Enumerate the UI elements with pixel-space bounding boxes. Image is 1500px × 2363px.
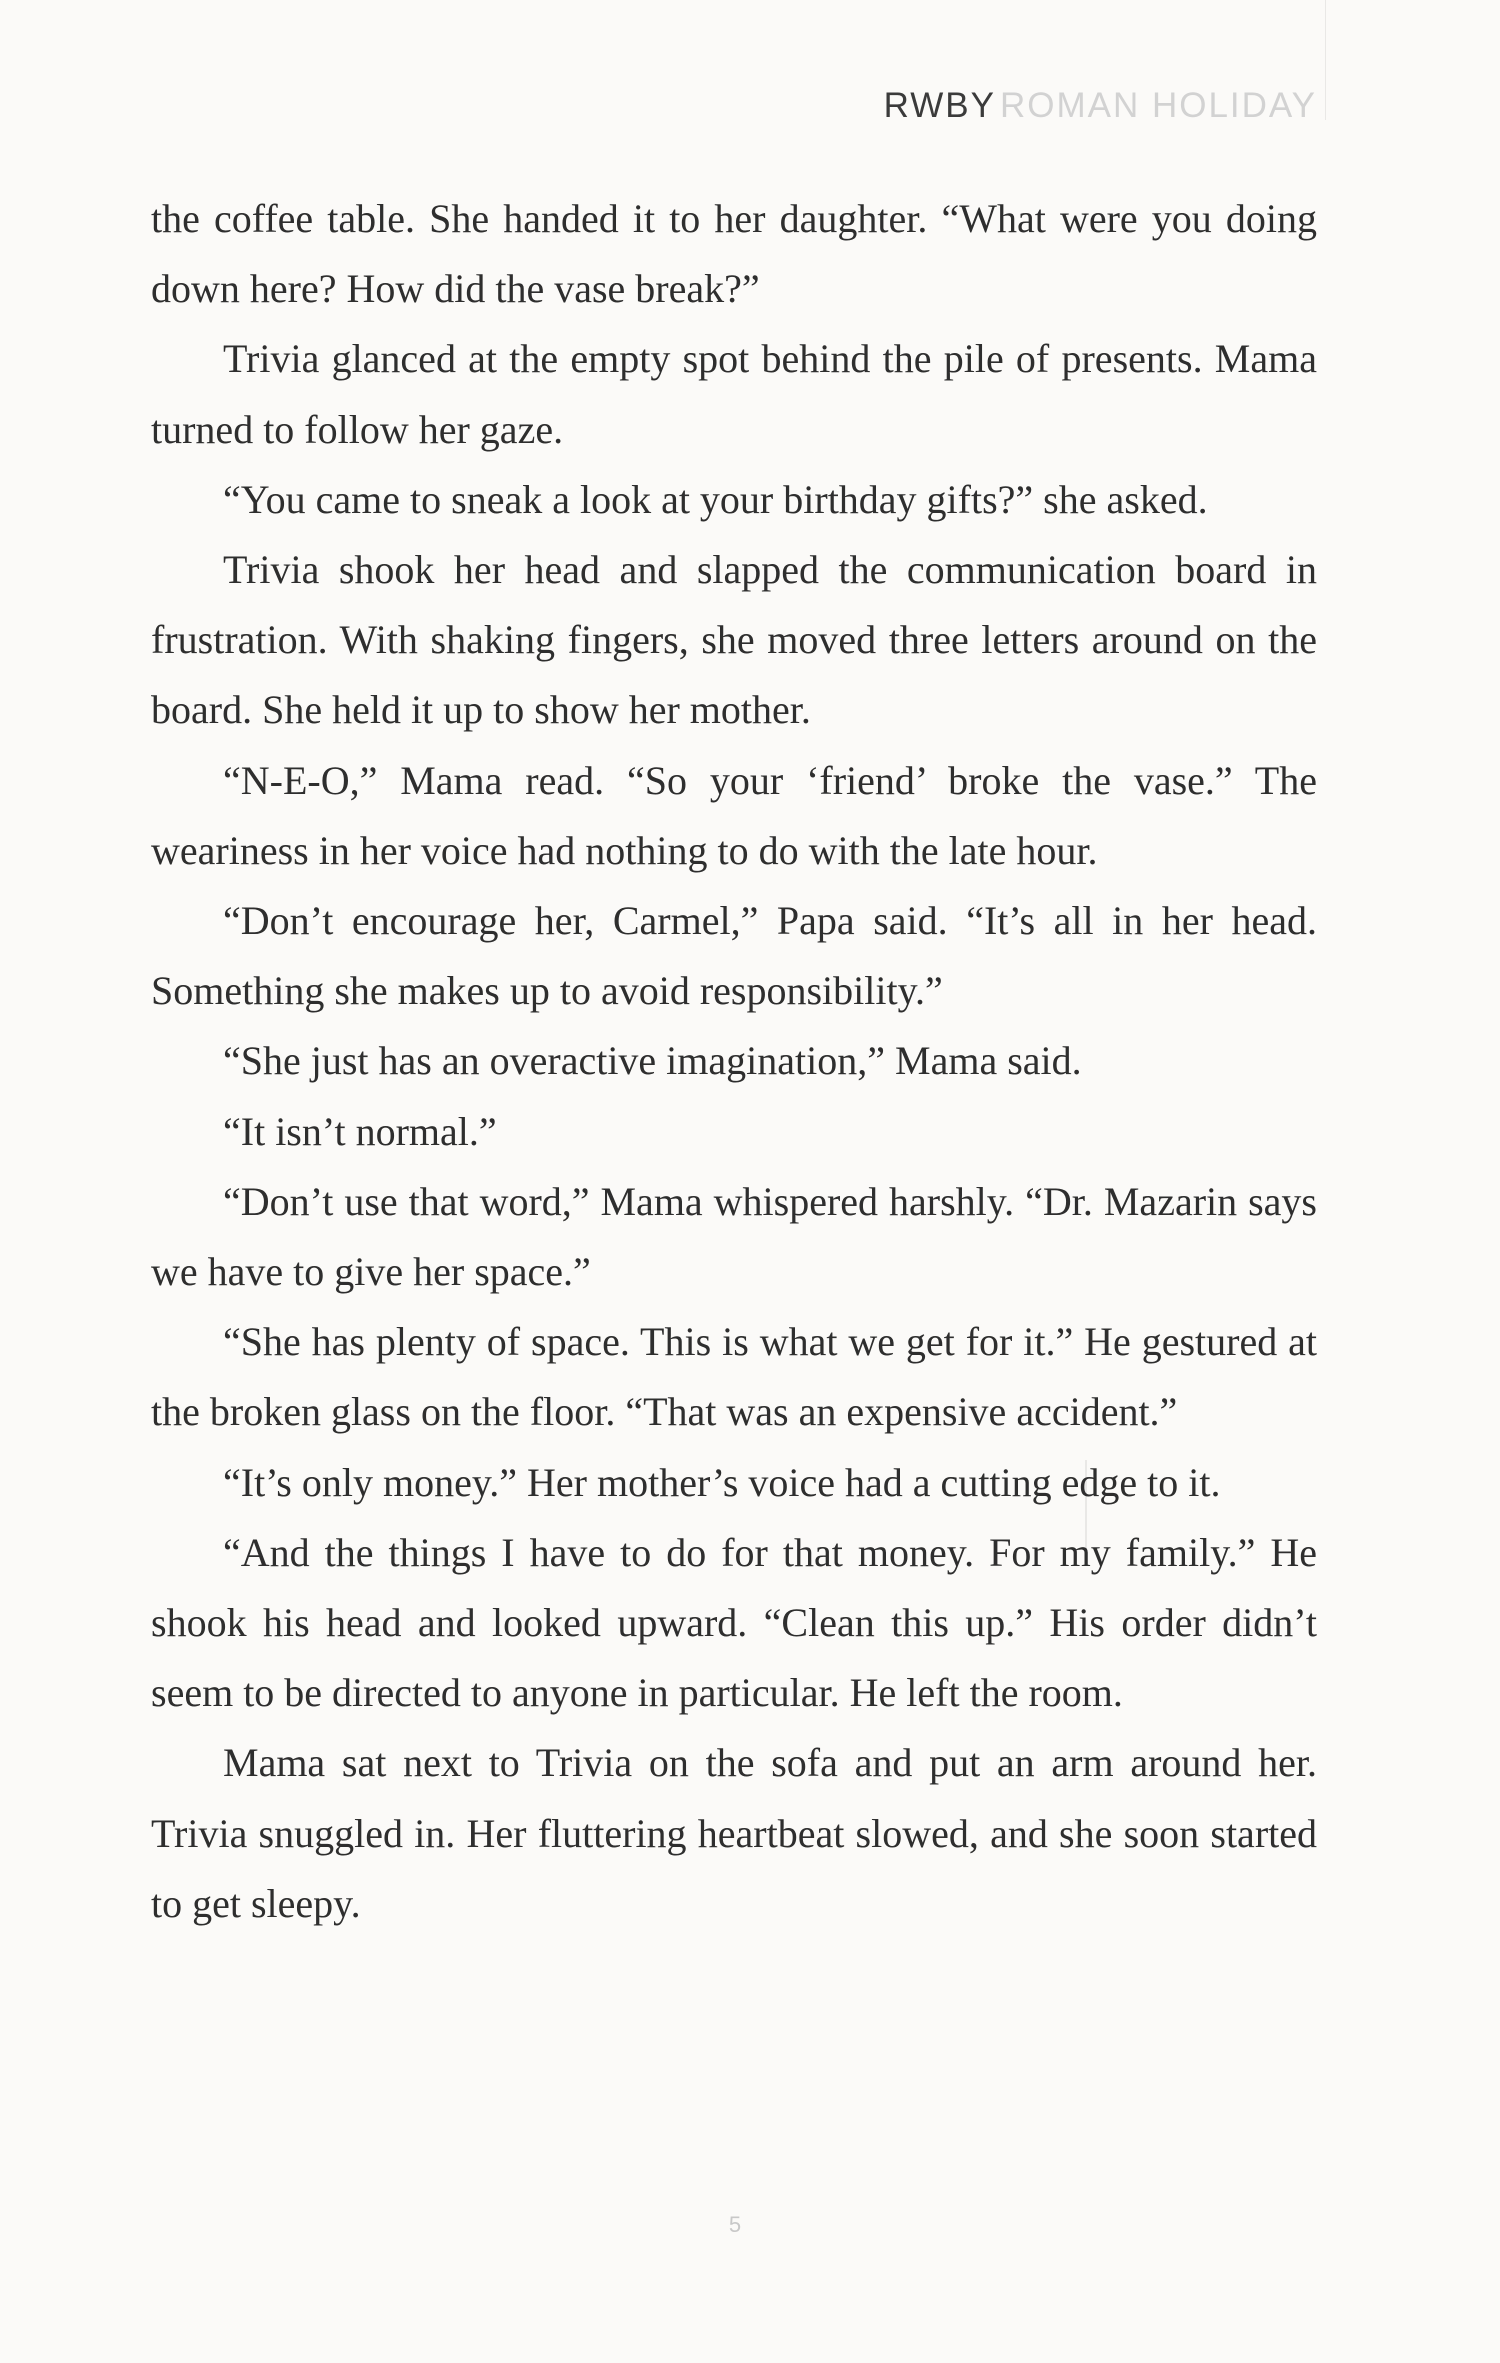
- paragraph: “N-E-O,” Mama read. “So your ‘friend’ broke the vase.” The weariness in her voice had nothing to do with the late hour.: [151, 757, 1317, 873]
- paragraph: the coffee table. She handed it to her daughter. “What were you doing down here? How did the vase break?”: [151, 196, 1317, 312]
- scan-artifact: [1325, 0, 1326, 120]
- paragraph: “She just has an overactive imagination,” Mama said.: [223, 1038, 1082, 1084]
- paragraph: Trivia glanced at the empty spot behind the pile of presents. Mama turned to follow her gaze.: [151, 336, 1317, 452]
- book-title: ROMAN HOLIDAY: [999, 86, 1317, 125]
- paragraph: “You came to sneak a look at your birthday gifts?” she asked.: [223, 476, 1208, 522]
- paragraph: Mama sat next to Trivia on the sofa and put an arm around her. Trivia snuggled in. Her fluttering heartbeat slowed, and she soon started to get sleepy.: [151, 1740, 1317, 1926]
- body-text: [151, 184, 1317, 1939]
- paragraph: “It’s only money.” Her mother’s voice had a cutting edge to it.: [223, 1459, 1221, 1505]
- series-title: RWBY: [883, 86, 996, 125]
- paragraph: “Don’t encourage her, Carmel,” Papa said. “It’s all in her head. Something she makes up to avoid responsibility.”: [151, 898, 1317, 1014]
- paragraph: “It isn’t normal.”: [223, 1108, 497, 1154]
- paragraph: Trivia shook her head and slapped the communication board in frustration. With shaking fingers, she moved three letters around on the board. She held it up to show her mother.: [151, 547, 1317, 733]
- paragraph: “She has plenty of space. This is what we get for it.” He gestured at the broken glass on the floor. “That was an expensive accident.”: [151, 1319, 1317, 1435]
- page-number: 5: [728, 2212, 742, 2237]
- running-header: [884, 86, 1317, 126]
- paragraph: “Don’t use that word,” Mama whispered harshly. “Dr. Mazarin says we have to give her space.”: [151, 1178, 1317, 1295]
- paragraph: “And the things I have to do for that money. For my family.” He shook his head and looked upward. “Clean this up.” His order didn’t seem to be directed to anyone in particular. He left the room.: [151, 1529, 1317, 1716]
